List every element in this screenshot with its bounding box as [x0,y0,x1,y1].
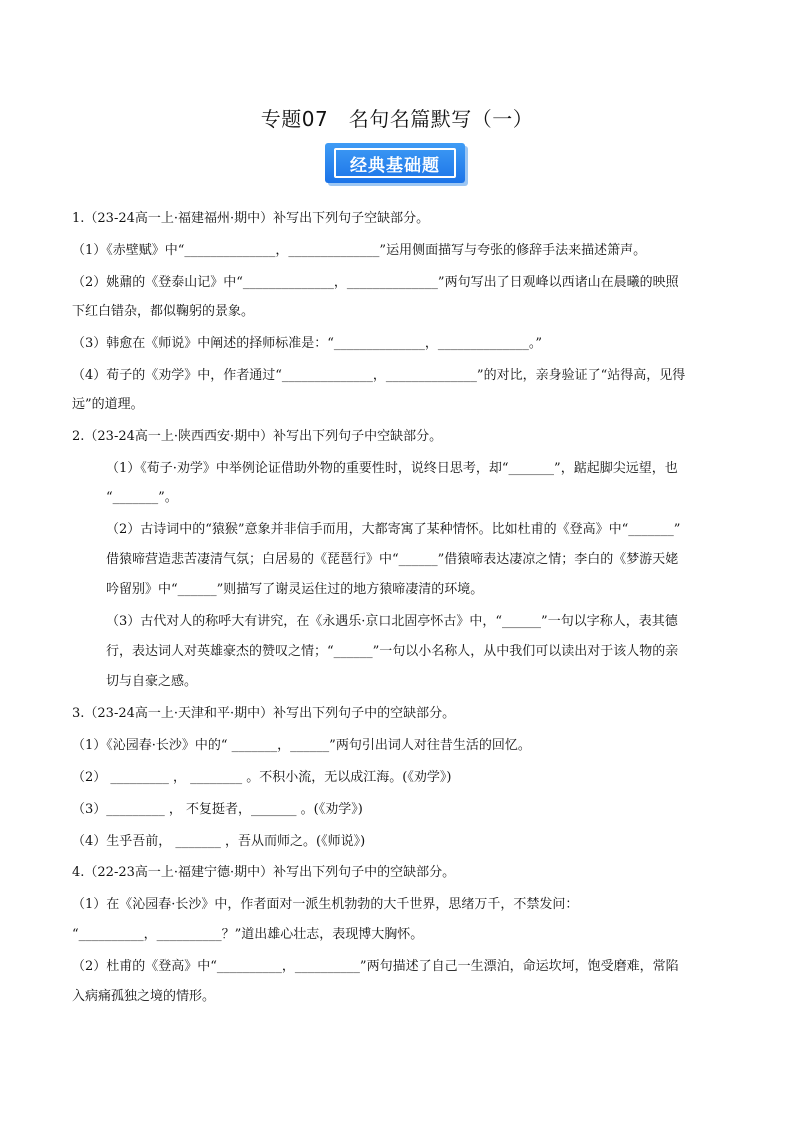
question-1-part-4-continued: 远”的道理。 [72,397,144,412]
question-3-stem: 3.（23-24高一上·天津和平·期中）补写出下列句子中的空缺部分。 [72,706,456,721]
question-4-part-1-continued: “__________，__________？”道出雄心壮志，表现博大胸怀。 [72,927,424,942]
question-2-part-3: （3）古代对人的称呼大有讲究，在《永遇乐·京口北固亭怀古》中，“______”一句以字称人，表其德 [106,614,678,629]
question-3-part-2: （2） _________ ， ________ 。不积小流，无以成江海。(《劝学》) [72,770,452,785]
question-2-part-1: （1）《荀子·劝学》中举例论证借助外物的重要性时，说终日思考，却“_______”，踮起脚尖远望，也 [106,461,678,476]
page-title: 专题07 名句名篇默写（一） [260,107,534,131]
question-3-part-4: （4）生乎吾前， _______ ，吾从而师之。(《师说》) [72,834,366,849]
question-2-part-2-line-3: 吟留别》中“______”则描写了谢灵运住过的地方猿啼凄清的环境。 [106,582,484,597]
question-2-part-3-line-2: 行，表达词人对英雄豪杰的赞叹之情；“______”一句以小名称人，从中我们可以读出对于该人物的亲 [106,644,679,659]
section-badge-label: 经典基础题 [334,148,456,178]
question-1-part-2-continued: 下红白错杂，都似鞠躬的景象。 [72,304,255,319]
section-badge [325,143,471,189]
question-2-stem: 2.（23-24高一上·陕西西安·期中）补写出下列句子中空缺部分。 [72,429,443,444]
question-1-part-3: （3）韩愈在《师说》中阐述的择师标准是：“______________，______________。” [72,336,543,351]
question-1-part-1: （1）《赤壁赋》中“______________，______________”运用侧面描写与夸张的修辞手法来描述箫声。 [72,243,647,258]
question-2-part-1-continued: “_______”。 [106,490,178,505]
question-1-stem: 1.（23-24高一上·福建福州·期中）补写出下列句子空缺部分。 [72,211,430,226]
question-2-part-2: （2）古诗词中的“猿猴”意象并非信手而用，大都寄寓了某种情怀。比如杜甫的《登高》中“_______” [106,522,681,537]
question-4-part-2: （2）杜甫的《登高》中“__________，__________”两句描述了自己一生漂泊，命运坎坷，饱受磨难，常陷 [72,959,679,974]
question-4-stem: 4.（22-23高一上·福建宁德·期中）补写出下列句子中的空缺部分。 [72,865,456,880]
question-4-part-2-continued: 入病痛孤独之境的情形。 [72,989,216,1004]
question-1-part-2: （2）姚鼐的《登泰山记》中“______________，______________”两句写出了日观峰以西诸山在晨曦的映照 [72,275,679,290]
question-4-part-1: （1）在《沁园春·长沙》中，作者面对一派生机勃勃的大千世界，思绪万千，不禁发问： [72,897,579,912]
question-2-part-3-line-3: 切与自豪之感。 [106,674,198,689]
question-3-part-3: （3）_________ ， 不复挺者，_______ 。(《劝学》) [72,802,363,817]
question-3-part-1: （1）《沁园春·长沙》中的“ _______，______”两句引出词人对往昔生活的回忆。 [72,738,531,753]
question-2-part-2-line-2: 借猿啼营造悲苦凄清气氛；白居易的《琵琶行》中“______”借猿啼表达凄凉之情；李白的《梦游天姥 [106,552,679,567]
question-1-part-4: （4）荀子的《劝学》中，作者通过“______________，______________”的对比，亲身验证了“站得高，见得 [72,368,686,383]
